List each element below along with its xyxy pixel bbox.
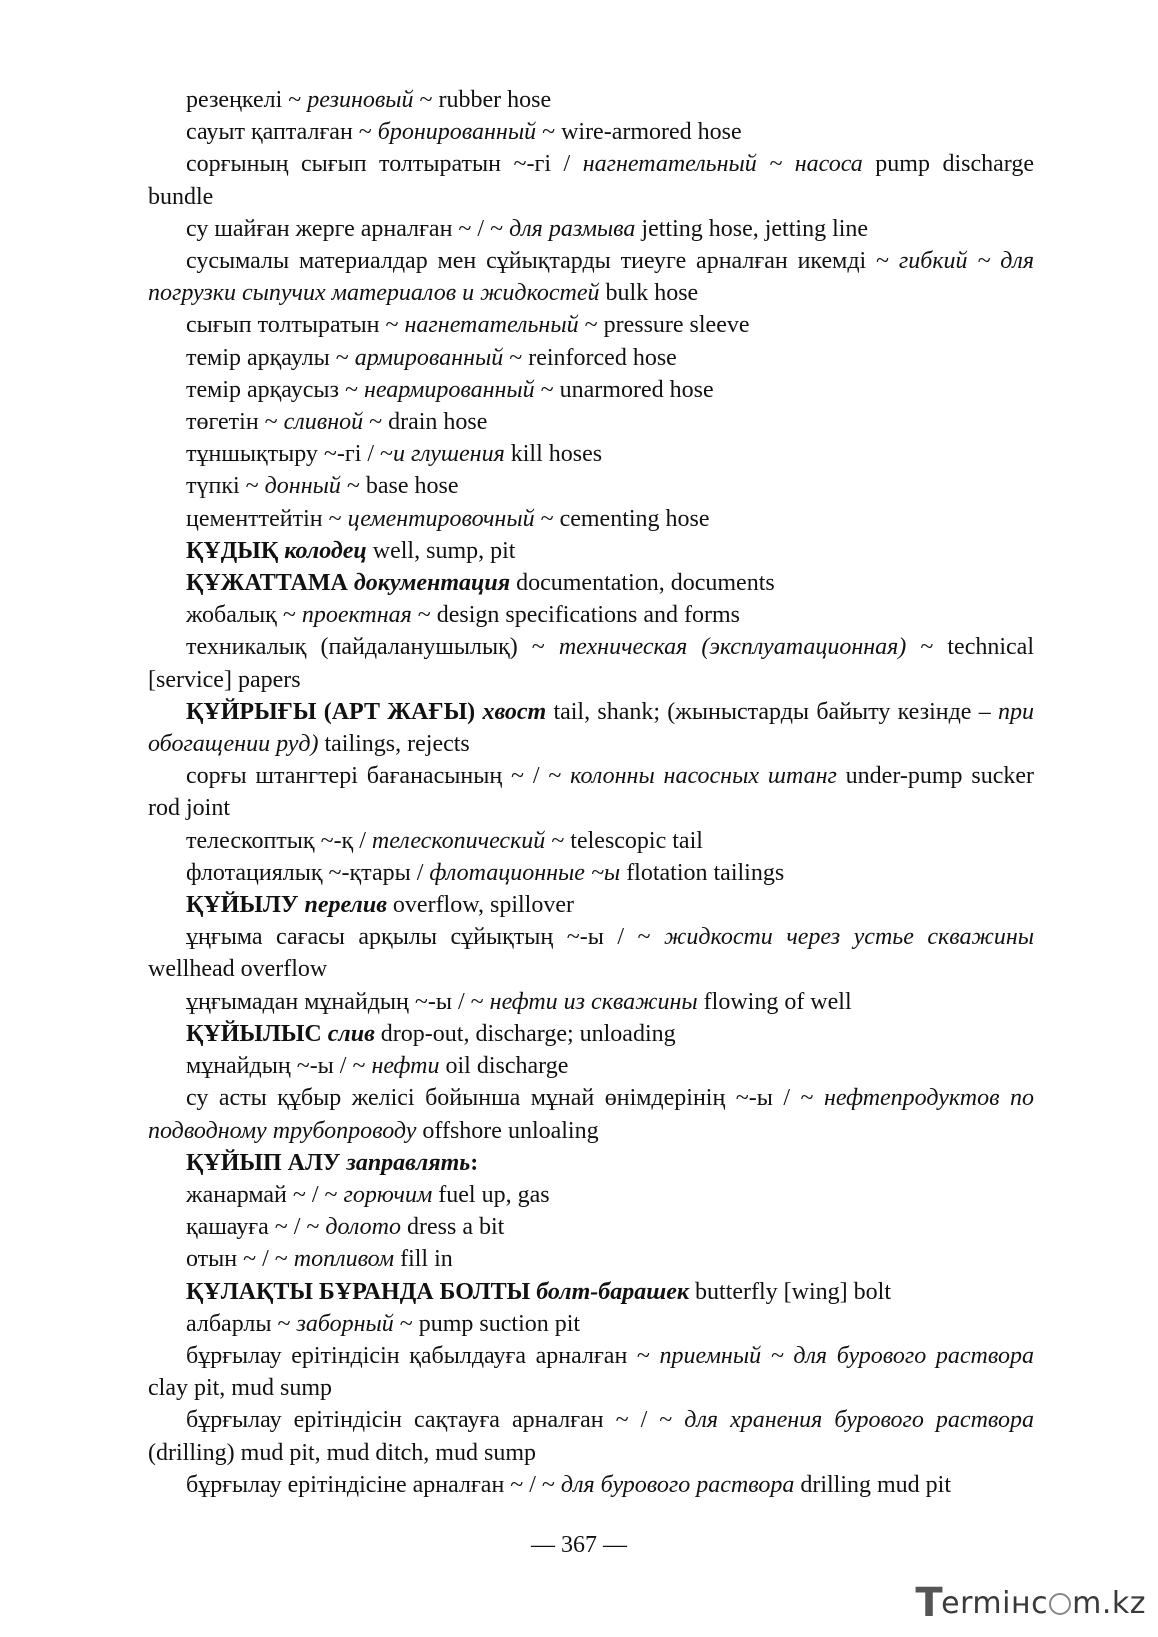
entry-text: overflow, spillover xyxy=(386,892,574,919)
headword-entry xyxy=(148,1147,1034,1179)
entry-text: (drilling) mud pit, mud ditch, mud sump xyxy=(148,1439,536,1466)
entry-text: флотациялық ~-қтары / xyxy=(186,859,430,886)
russian-term: техническая (эксплуатационная) xyxy=(558,634,907,661)
sub-entry xyxy=(148,374,1034,406)
entry-text: flotation tailings xyxy=(620,859,785,886)
watermark-text: ermінc xyxy=(941,1585,1049,1621)
headword-entry xyxy=(148,889,1034,921)
entry-text: төгетін ~ xyxy=(186,409,284,436)
entry-text: ұңғымадан мұнайдың ~-ы / ~ xyxy=(186,988,490,1015)
russian-term: сливной xyxy=(283,409,364,436)
russian-term: цементировочный xyxy=(347,505,535,532)
entry-text: цементтейтін ~ xyxy=(186,505,348,532)
entry-text: bulk hose xyxy=(599,280,699,307)
entry-text: documentation, documents xyxy=(510,570,775,597)
entry-text: телескоптық ~-қ / xyxy=(186,827,372,854)
entry-text: жанармай ~ / ~ xyxy=(186,1181,344,1208)
russian-headword: хвост xyxy=(482,698,547,725)
entry-text: ~ pump suction pit xyxy=(393,1310,581,1337)
page-number: — 367 — xyxy=(531,1532,627,1558)
sub-entry xyxy=(148,1050,1034,1082)
watermark-domain: m.kz xyxy=(1072,1585,1146,1621)
entry-text: түпкі ~ xyxy=(186,473,265,500)
russian-headword: болт-барашек xyxy=(536,1278,690,1305)
headword-entry xyxy=(148,1276,1034,1308)
entry-text: fill in xyxy=(394,1246,453,1273)
entry-text: бұрғылау ерітіндісін қабылдауға арналған ~ xyxy=(186,1342,660,1369)
entry-text: резеңкелі ~ xyxy=(186,87,308,113)
entry-text: ~ unarmored hose xyxy=(534,376,714,403)
russian-term: армированный xyxy=(354,344,504,371)
sub-entry xyxy=(148,599,1034,631)
headword-entry xyxy=(148,535,1034,567)
entry-text: butterfly [wing] bolt xyxy=(689,1278,891,1305)
entry-text: ~ design specifications and forms xyxy=(411,602,741,629)
headword-entry xyxy=(148,567,1034,599)
sub-entry xyxy=(148,857,1034,889)
sub-entry xyxy=(148,438,1034,470)
entry-text: ~ rubber hose xyxy=(413,87,552,113)
entry-text: ~ cementing hose xyxy=(534,505,710,532)
entry-text: тұншықтыру ~-гі / ~ xyxy=(186,441,394,468)
sub-entry xyxy=(148,406,1034,438)
sub-entry xyxy=(148,1243,1034,1275)
russian-term: для бурового раствора xyxy=(560,1471,795,1498)
entry-text: oil discharge xyxy=(439,1053,569,1080)
russian-term: нефти xyxy=(371,1053,440,1080)
sub-entry xyxy=(148,1469,1034,1501)
entry-text: бұрғылау ерітіндісін сақтауға арналған ~ / ~ xyxy=(186,1407,685,1434)
kazakh-headword: ҚҰЛАҚТЫ БҰРАНДА БОЛТЫ xyxy=(186,1278,537,1305)
kazakh-headword: ҚҰЙЫП АЛУ xyxy=(186,1149,347,1176)
entry-text: отын ~ / ~ xyxy=(186,1246,294,1273)
sub-entry xyxy=(148,213,1034,245)
sub-entry xyxy=(148,245,1034,309)
entry-text: бұрғылау ерітіндісіне арналған ~ / ~ xyxy=(186,1471,561,1498)
sub-entry xyxy=(148,1082,1034,1146)
sub-entry xyxy=(148,116,1034,148)
sub-entry xyxy=(148,825,1034,857)
entry-text: мұнайдың ~-ы / ~ xyxy=(186,1053,372,1080)
entry-text: ~ pressure sleeve xyxy=(578,312,750,339)
entry-text: dress a bit xyxy=(401,1214,505,1241)
entry-text: wellhead overflow xyxy=(148,956,328,983)
entry-text: жобалық ~ xyxy=(186,602,302,629)
entry-text: ~ base hose xyxy=(340,473,459,500)
entry-text: flowing of well xyxy=(697,988,852,1015)
sub-entry xyxy=(148,986,1034,1018)
sub-entry xyxy=(148,1308,1034,1340)
watermark-letter: T xyxy=(915,1580,944,1626)
entry-text: сорғының сығып толтыратын ~-гі / xyxy=(186,151,583,178)
kazakh-headword: ҚҰЙЫЛЫС xyxy=(186,1020,328,1047)
russian-term: и глушения xyxy=(393,441,505,468)
entry-text: су асты құбыр желісі бойынша мұнай өнімдерінің ~-ы / ~ xyxy=(186,1085,825,1112)
sub-entry xyxy=(148,84,1034,116)
sub-entry xyxy=(148,148,1034,212)
russian-term: горючим xyxy=(343,1181,433,1208)
entry-text: сусымалы материалдар мен сұйықтарды тиеуге арналған икемді ~ xyxy=(186,248,899,275)
entry-text: clay pit, mud sump xyxy=(148,1375,332,1402)
russian-term: топливом xyxy=(293,1246,395,1273)
russian-term: неармированный xyxy=(363,376,535,403)
sub-entry xyxy=(148,631,1034,695)
entry-text: offshore unloaling xyxy=(416,1117,599,1144)
russian-term: при обогащении руд) xyxy=(148,698,1034,758)
entry-text: сығып толтыратын ~ xyxy=(186,312,405,339)
sub-entry xyxy=(148,1340,1034,1404)
entry-text: ~ drain hose xyxy=(363,409,488,436)
kazakh-headword: ҚҰЙЫЛУ xyxy=(186,892,305,919)
entry-text: well, sump, pit xyxy=(366,537,516,564)
dictionary-entries xyxy=(148,84,1034,1501)
sub-entry xyxy=(148,1404,1034,1468)
entry-text: tailings, rejects xyxy=(318,731,470,758)
entry-text: техникалық (пайдаланушылық) ~ xyxy=(186,634,559,661)
termincom-watermark-logo xyxy=(915,1580,1146,1626)
entry-text: қашауға ~ / ~ xyxy=(186,1214,326,1241)
headword-entry xyxy=(148,696,1034,760)
russian-term: приемный ~ для бурового раствора xyxy=(659,1342,1034,1369)
entry-text: ұңғыма сағасы арқылы сұйықтың ~-ы / ~ xyxy=(186,924,665,951)
russian-term: жидкости через устье скважины xyxy=(664,924,1035,951)
entry-text: темір арқаулы ~ xyxy=(186,344,355,371)
russian-term: для размыва xyxy=(509,215,636,242)
russian-term: проектная xyxy=(301,602,412,629)
russian-term: гибкий ~ для погрузки сыпучих материалов и жидкостей xyxy=(148,248,1034,307)
entry-text: сорғы штангтері бағанасының ~ / ~ xyxy=(186,763,571,790)
kazakh-headword: ҚҰЙРЫҒЫ (АРТ ЖАҒЫ) xyxy=(186,698,483,725)
sub-entry xyxy=(148,342,1034,374)
watermark-circle-icon xyxy=(1049,1593,1071,1615)
russian-term: флотационные ~ы xyxy=(429,859,621,886)
entry-text: сауыт қапталған ~ xyxy=(186,119,378,146)
russian-term: долото xyxy=(325,1214,401,1241)
sub-entry xyxy=(148,760,1034,824)
russian-headword: колодец xyxy=(284,537,367,564)
sub-entry xyxy=(148,1211,1034,1243)
entry-text: су шайған жерге арналған ~ / ~ xyxy=(186,215,510,242)
russian-term: для хранения бурового раствора xyxy=(684,1407,1034,1434)
russian-term: донный xyxy=(264,473,341,500)
entry-text: jetting hose, jetting line xyxy=(635,215,869,242)
sub-entry xyxy=(148,921,1034,985)
entry-text: drilling mud pit xyxy=(794,1471,951,1498)
entry-text: pump discharge bundle xyxy=(148,151,1034,210)
russian-headword: слив xyxy=(327,1020,375,1047)
kazakh-headword: ҚҰЖАТТАМА xyxy=(186,570,354,597)
russian-term: нагнетательный xyxy=(404,312,579,339)
russian-term: бронированный xyxy=(377,119,537,146)
kazakh-headword: : xyxy=(470,1149,479,1176)
entry-text: fuel up, gas xyxy=(432,1181,550,1208)
entry-text: ~ wire-armored hose xyxy=(536,119,742,146)
entry-text: албарлы ~ xyxy=(186,1310,297,1337)
entry-text: ~ technical [service] papers xyxy=(148,634,1034,693)
russian-term: резиновый xyxy=(307,87,414,113)
sub-entry xyxy=(148,309,1034,341)
entry-text: kill hoses xyxy=(504,441,603,468)
russian-term: нефтепродуктов по подводному трубопроводу xyxy=(148,1085,1034,1144)
sub-entry xyxy=(148,470,1034,502)
russian-term: нефти из скважины xyxy=(489,988,698,1015)
sub-entry xyxy=(148,503,1034,535)
entry-text: темір арқаусыз ~ xyxy=(186,376,364,403)
entry-text: ~ telescopic tail xyxy=(545,827,703,854)
russian-term: колонны насосных штанг xyxy=(570,763,837,790)
entry-text: ~ reinforced hose xyxy=(503,344,677,371)
russian-headword: перелив xyxy=(304,892,387,919)
entry-text: drop-out, discharge; unloading xyxy=(374,1020,676,1047)
kazakh-headword: ҚҰДЫҚ xyxy=(186,537,285,564)
russian-term: заборный xyxy=(296,1310,394,1337)
sub-entry xyxy=(148,1179,1034,1211)
headword-entry xyxy=(148,1018,1034,1050)
entry-text: tail, shank; (жыныстарды байыту кезінде – xyxy=(546,698,998,725)
russian-term: телескопический xyxy=(371,827,546,854)
russian-headword: заправлять xyxy=(346,1149,471,1176)
entry-text: under-pump sucker rod joint xyxy=(148,763,1034,822)
russian-term: нагнетательный ~ насоса xyxy=(582,151,863,178)
russian-headword: документация xyxy=(353,570,511,597)
